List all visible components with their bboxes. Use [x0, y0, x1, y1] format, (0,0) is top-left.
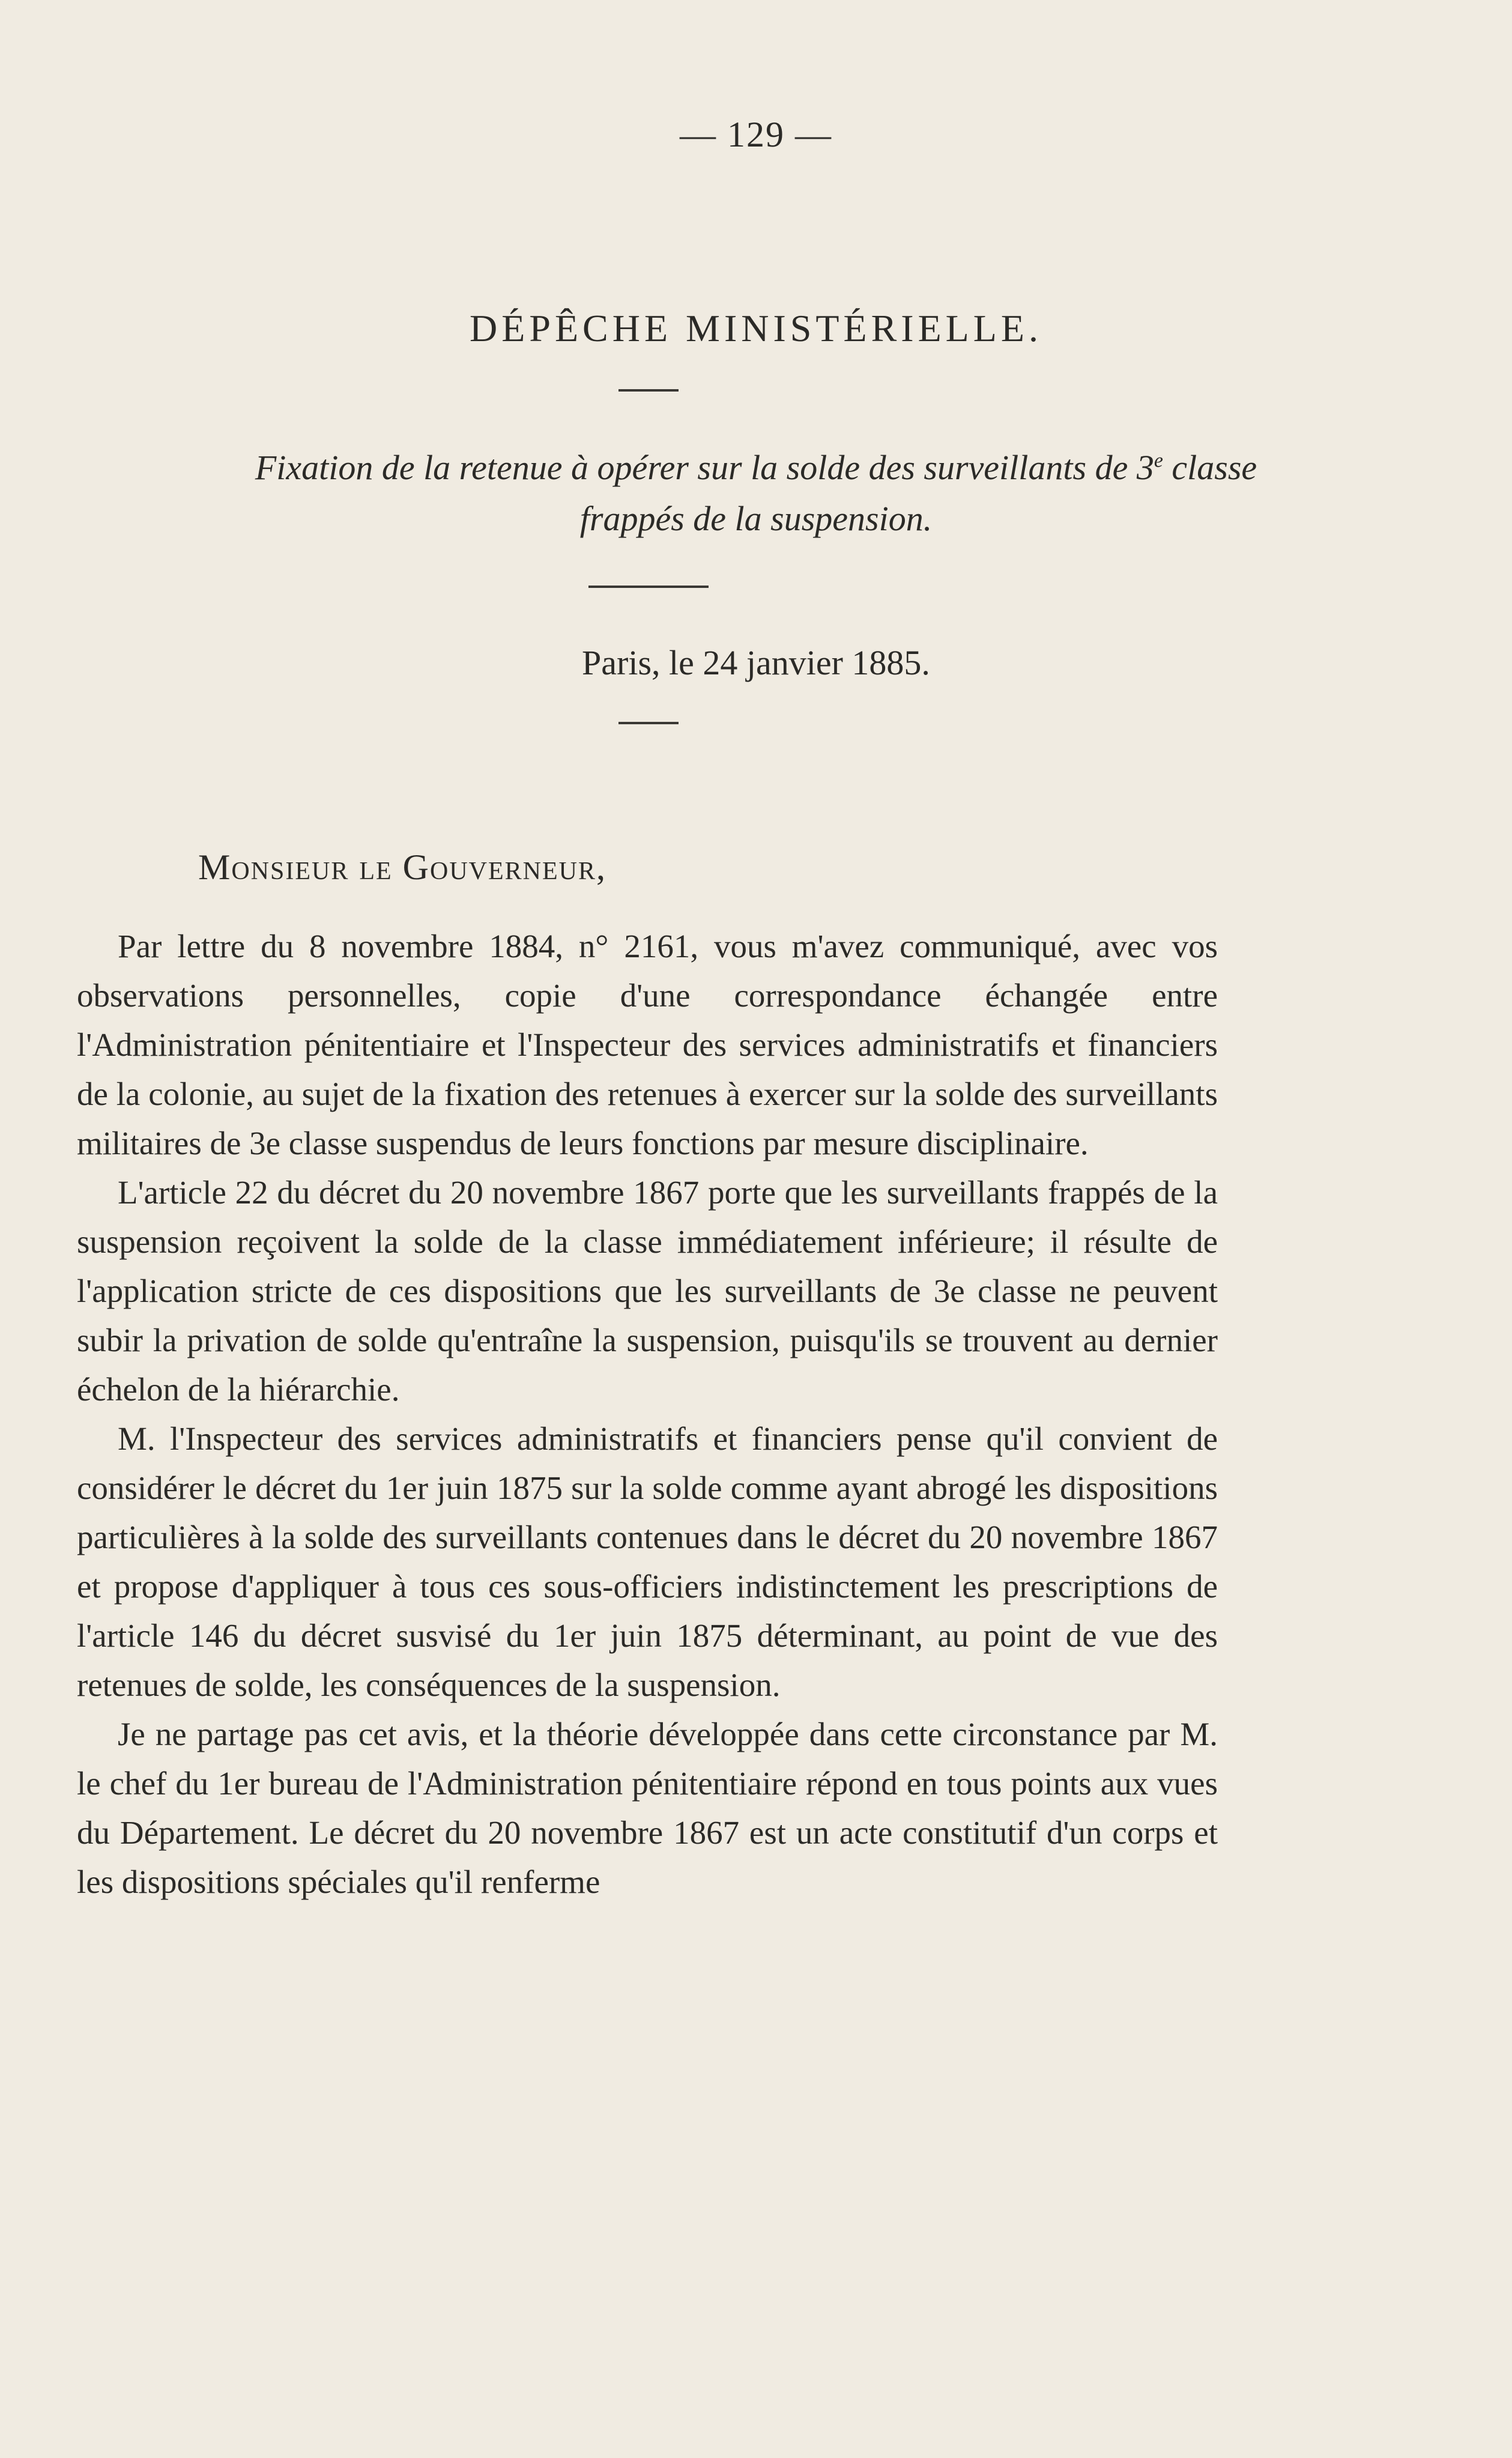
rule-after-title: [618, 389, 679, 392]
page-number: — 129 —: [680, 115, 832, 154]
subtitle-superscript: e: [1154, 449, 1163, 472]
page-title: DÉPÊCHE MINISTÉRIELLE.: [470, 307, 1042, 350]
rule-after-date: [618, 722, 679, 724]
paragraph-1: Par lettre du 8 novembre 1884, n° 2161, vous m'avez communiqué, avec vos observations personnelles, copie d'une correspondance échangée entre l'Administration pénitentiaire et l'Inspecteur des services administratifs et financiers de la colonie, au sujet de la fixation des retenues à exercer sur la solde des surveillants militaires de 3e classe suspendus de leurs fonctions par mesure disciplinaire.: [77, 928, 1218, 1161]
date-line: Paris, le 24 janvier 1885.: [582, 643, 930, 682]
subtitle-line-2: frappés de la suspension.: [579, 499, 933, 538]
body-text: [77, 922, 1218, 1907]
subtitle-text-a: Fixation de la retenue à opérer sur la solde des surveillants de 3: [255, 448, 1154, 487]
salutation: Monsieur le Gouverneur,: [198, 847, 606, 887]
paragraph-3: M. l'Inspecteur des services administratifs et financiers pense qu'il convient de considérer le décret du 1er juin 1875 sur la solde comme ayant abrogé les dispositions particulières à la solde des surveillants contenues dans le décret du 20 novembre 1867 et propose d'appliquer à tous ces sous-officiers indistinctement les prescriptions de l'article 146 du décret susvisé du 1er juin 1875 déterminant, au point de vue des retenues de solde, les conséquences de la suspension.: [77, 1420, 1218, 1703]
subtitle-line-1: [0, 447, 1512, 488]
subtitle-text-b: classe: [1163, 448, 1257, 487]
paragraph-2: L'article 22 du décret du 20 novembre 1867 porte que les surveillants frappés de la suspension reçoivent la solde de la classe immédiatement inférieure; il résulte de l'application stricte de ces dispositions que les surveillants de 3e classe ne peuvent subir la privation de solde qu'entraîne la suspension, puisqu'ils se trouvent au dernier échelon de la hiérarchie.: [77, 1174, 1218, 1408]
rule-after-subtitle: [588, 586, 709, 588]
paragraph-4: Je ne partage pas cet avis, et la théorie développée dans cette circonstance par M. le chef du 1er bureau de l'Administration pénitentiaire répond en tous points aux vues du Département. Le décret du 20 novembre 1867 est un acte constitutif d'un corps et les dispositions spéciales qu'il renferme: [77, 1716, 1218, 1900]
